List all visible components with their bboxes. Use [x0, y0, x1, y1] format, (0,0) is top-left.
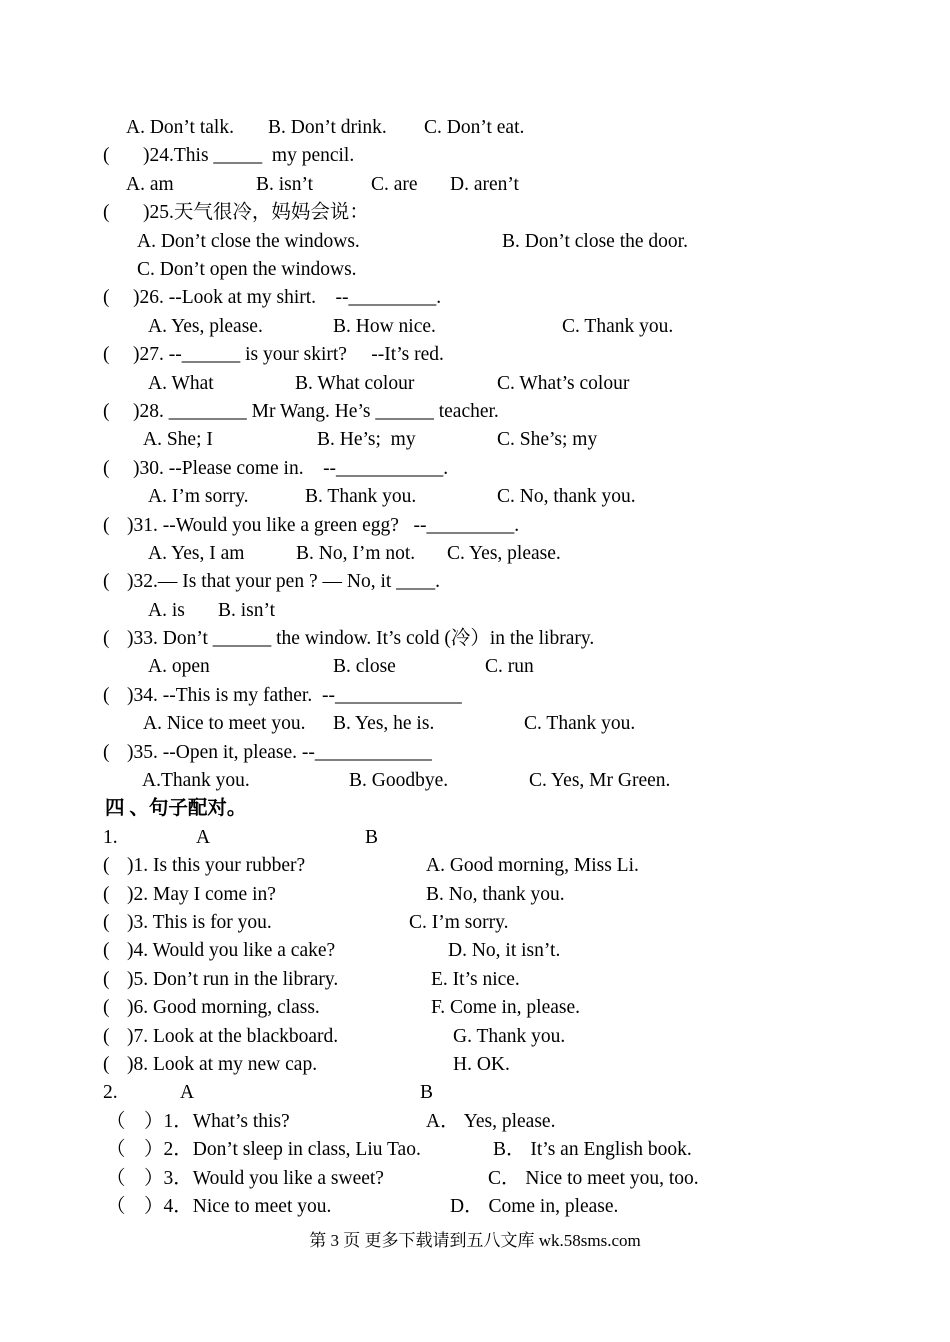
section-heading [0, 795, 247, 823]
q25-option-a: A. Don’t close the windows. [137, 231, 360, 252]
match-left: )3. This is for you. [127, 912, 272, 933]
q27-option-a: A. What [148, 373, 214, 394]
answer-paren: ( [103, 401, 110, 422]
q30-option-b: B. Thank you. [305, 486, 417, 507]
q32-text: )32.— Is that your pen ? — No, it ____. [127, 571, 441, 592]
q35-stem [0, 739, 432, 767]
answer-paren: ( [103, 1026, 110, 1047]
q30-text: )30. --Please come in. --___________. [133, 458, 449, 479]
q25-options-row2 [0, 256, 357, 284]
q24-option-c: C. are [371, 174, 418, 195]
q24-stem [0, 142, 355, 170]
match-left: ）2．Don’t sleep in class, Liu Tao. [144, 1139, 421, 1160]
q33-stem [0, 625, 595, 653]
q35-options [0, 767, 671, 795]
answer-paren: ( [103, 884, 110, 905]
q27-options [0, 370, 630, 398]
q33-option-a: A. open [148, 656, 210, 677]
q33-option-b: B. close [333, 656, 396, 677]
part1-header [0, 824, 379, 852]
q24-options [0, 171, 519, 199]
match-left: ）1．What’s this? [144, 1111, 290, 1132]
q26-text: )26. --Look at my shirt. --_________. [133, 287, 442, 308]
q27-stem [0, 341, 444, 369]
answer-paren: ( [103, 571, 110, 592]
answer-paren: ( [103, 685, 110, 706]
match-left: )1. Is this your rubber? [127, 855, 306, 876]
q26-option-c: C. Thank you. [562, 316, 674, 337]
answer-paren: ( [103, 940, 110, 961]
q23-option-a: A. Don’t talk. [126, 117, 234, 138]
q34-option-b: B. Yes, he is. [333, 713, 435, 734]
answer-paren: ( [103, 742, 110, 763]
q26-stem [0, 284, 442, 312]
q24-option-b: B. isn’t [256, 174, 314, 195]
match-row [0, 1136, 692, 1164]
q33-options [0, 653, 534, 681]
match-left: )7. Look at the blackboard. [127, 1026, 339, 1047]
q27-text: )27. --______ is your skirt? --It’s red. [133, 344, 444, 365]
part2-header [0, 1079, 434, 1107]
answer-paren: ( [103, 1054, 110, 1075]
match-right: D． Come in, please. [450, 1196, 619, 1217]
column-a-label: A [196, 827, 211, 848]
match-row [0, 852, 639, 880]
q34-option-c: C. Thank you. [524, 713, 636, 734]
match-left: )8. Look at my new cap. [127, 1054, 318, 1075]
part-number: 2. [103, 1082, 118, 1103]
q35-option-c: C. Yes, Mr Green. [529, 770, 671, 791]
answer-paren: ( [103, 344, 110, 365]
q31-option-b: B. No, I’m not. [296, 543, 416, 564]
q25-option-c: C. Don’t open the windows. [137, 259, 357, 280]
answer-paren: ( [103, 287, 110, 308]
q30-options [0, 483, 636, 511]
answer-paren: ( [103, 515, 110, 536]
part-number: 1. [103, 827, 118, 848]
match-left: )6. Good morning, class. [127, 997, 320, 1018]
match-row [0, 1193, 619, 1221]
q34-options [0, 710, 636, 738]
match-row [0, 881, 565, 909]
match-right: C. I’m sorry. [409, 912, 509, 933]
match-row [0, 1108, 556, 1136]
match-left: )5. Don’t run in the library. [127, 969, 339, 990]
q34-text: )34. --This is my father. --_____________ [127, 685, 462, 706]
match-right: C． Nice to meet you, too. [488, 1168, 699, 1189]
match-row [0, 909, 509, 937]
q23-option-c: C. Don’t eat. [424, 117, 525, 138]
q25-stem [0, 199, 369, 227]
q25-option-b: B. Don’t close the door. [502, 231, 688, 252]
answer-paren: （ [106, 1111, 126, 1132]
answer-paren: ( [103, 145, 110, 166]
match-row [0, 1023, 566, 1051]
match-row [0, 1165, 699, 1193]
q27-option-c: C. What’s colour [497, 373, 630, 394]
q31-option-c: C. Yes, please. [447, 543, 561, 564]
q30-option-c: C. No, thank you. [497, 486, 636, 507]
q35-text: )35. --Open it, please. --____________ [127, 742, 432, 763]
answer-paren: （ [106, 1196, 126, 1217]
q28-option-b: B. He’s; my [317, 429, 416, 450]
q34-stem [0, 682, 462, 710]
column-b-label: B [365, 827, 379, 848]
q27-option-b: B. What colour [295, 373, 415, 394]
q33-option-c: C. run [485, 656, 534, 677]
match-row [0, 1051, 510, 1079]
match-right: F. Come in, please. [431, 997, 581, 1018]
q31-options [0, 540, 561, 568]
q28-option-c: C. She’s; my [497, 429, 598, 450]
match-left: ）4．Nice to meet you. [144, 1196, 332, 1217]
q28-option-a: A. She; I [143, 429, 213, 450]
match-row [0, 937, 561, 965]
q28-stem [0, 398, 499, 426]
answer-paren: （ [106, 1168, 126, 1189]
match-left: ）3．Would you like a sweet? [144, 1168, 384, 1189]
q24-option-a: A. am [126, 174, 174, 195]
q25-text: )25.天气很冷，妈妈会说： [143, 202, 369, 223]
q23-options [0, 114, 525, 142]
column-a-label: A [180, 1082, 195, 1103]
match-right: H. OK. [453, 1054, 510, 1075]
q31-stem [0, 512, 520, 540]
q30-stem [0, 455, 449, 483]
q32-stem [0, 568, 441, 596]
answer-paren: ( [103, 855, 110, 876]
match-row [0, 966, 520, 994]
q35-option-b: B. Goodbye. [349, 770, 449, 791]
q33-text: )33. Don’t ______ the window. It’s cold (冷）in the library. [127, 628, 595, 649]
match-right: B． It’s an English book. [493, 1139, 692, 1160]
answer-paren: ( [103, 628, 110, 649]
q23-option-b: B. Don’t drink. [268, 117, 387, 138]
q35-option-a: A.Thank you. [142, 770, 250, 791]
page-footer: 第 3 页 更多下载请到五八文库 wk.58sms.com [309, 1231, 641, 1250]
q28-options [0, 426, 598, 454]
answer-paren: ( [103, 912, 110, 933]
answer-paren: ( [103, 969, 110, 990]
match-left: )2. May I come in? [127, 884, 276, 905]
match-right: G. Thank you. [453, 1026, 566, 1047]
match-left: )4. Would you like a cake? [127, 940, 336, 961]
q24-option-d: D. aren’t [450, 174, 519, 195]
match-right: E. It’s nice. [431, 969, 520, 990]
answer-paren: ( [103, 997, 110, 1018]
q24-text: )24.This _____ my pencil. [143, 145, 355, 166]
match-right: B. No, thank you. [426, 884, 565, 905]
q26-option-b: B. How nice. [333, 316, 436, 337]
q32-option-a: A. is [148, 600, 185, 621]
q25-options-row1 [0, 228, 688, 256]
match-right: A． Yes, please. [426, 1111, 556, 1132]
q26-option-a: A. Yes, please. [148, 316, 263, 337]
match-right: D. No, it isn’t. [448, 940, 561, 961]
answer-paren: （ [106, 1139, 126, 1160]
q30-option-a: A. I’m sorry. [148, 486, 249, 507]
answer-paren: ( [103, 458, 110, 479]
q31-option-a: A. Yes, I am [148, 543, 245, 564]
match-right: A. Good morning, Miss Li. [426, 855, 639, 876]
q26-options [0, 313, 674, 341]
q32-options [0, 597, 276, 625]
q28-text: )28. ________ Mr Wang. He’s ______ teacher. [133, 401, 499, 422]
answer-paren: ( [103, 202, 110, 223]
q32-option-b: B. isn’t [218, 600, 276, 621]
section-title: 四 、句子配对。 [105, 798, 247, 819]
match-row [0, 994, 581, 1022]
column-b-label: B [420, 1082, 434, 1103]
q34-option-a: A. Nice to meet you. [143, 713, 306, 734]
q31-text: )31. --Would you like a green egg? --_________. [127, 515, 520, 536]
